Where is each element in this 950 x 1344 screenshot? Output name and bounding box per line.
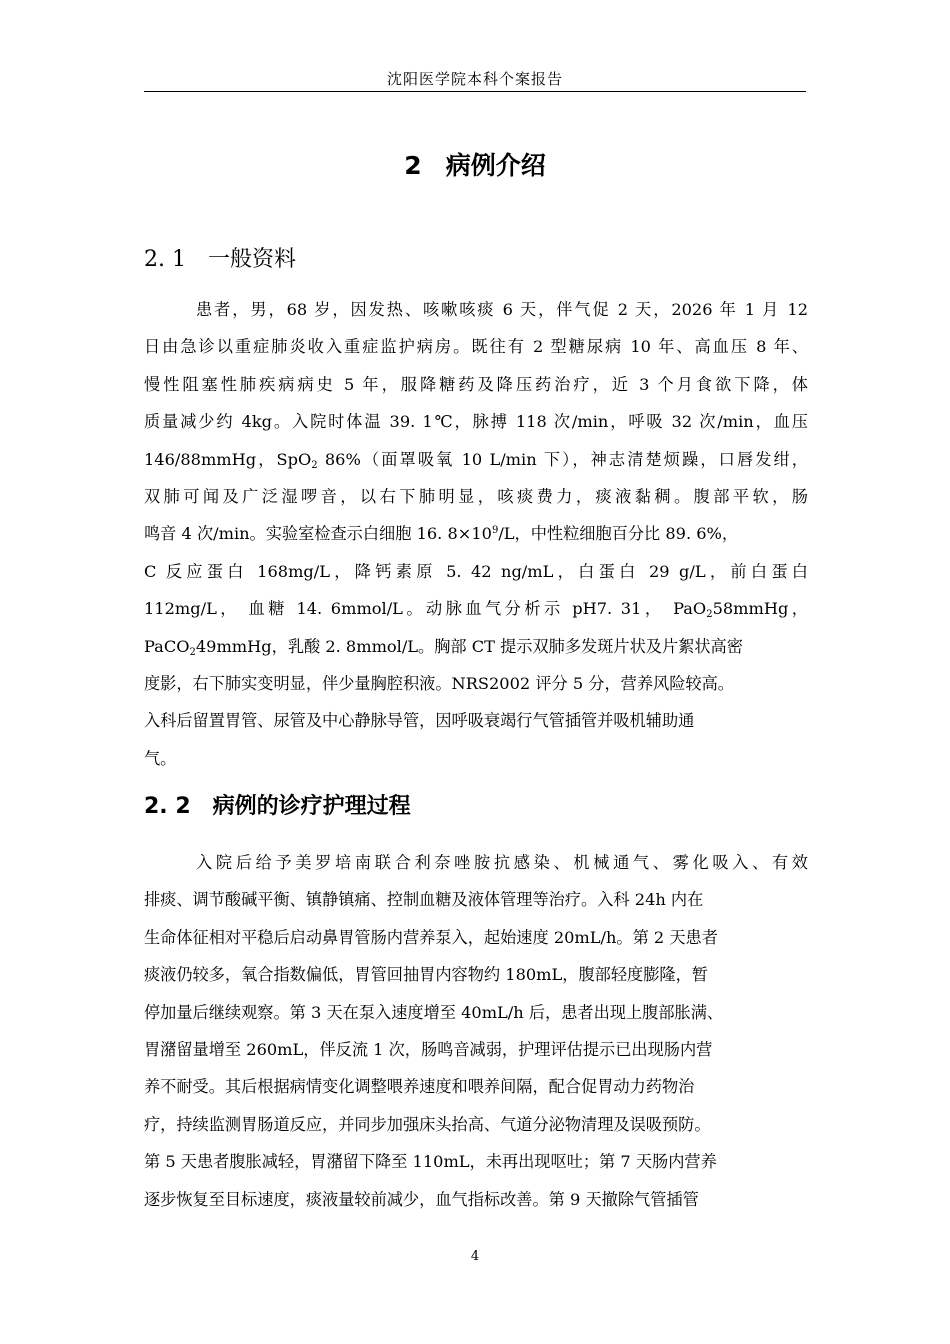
paragraph-line: C 反应蛋白 168mg/L，降钙素原 5. 42 ng/mL，白蛋白 29 g/L，前白蛋白 xyxy=(144,561,808,581)
section-heading-treatment-process xyxy=(144,791,411,823)
line-text: /L，中性粒细胞百分比 89. 6%， xyxy=(498,524,739,544)
section-heading-general-info xyxy=(144,244,296,276)
paragraph-line: 停加量后继续观察。第 3 天在泵入速度增至 40mL/h 后，患者出现上腹部胀满、 xyxy=(144,1002,724,1022)
superscript: 9 xyxy=(491,525,499,537)
paragraph-line xyxy=(144,441,808,478)
chapter-number: 2 xyxy=(404,151,422,180)
paragraph-line: 患者，男，68 岁，因发热、咳嗽咳痰 6 天，伴气促 2 天，2026 年 1 月 12 xyxy=(196,300,808,319)
subscript: 2 xyxy=(311,459,318,471)
subscript: 2 xyxy=(189,646,196,658)
subscript: 2 xyxy=(706,609,713,621)
section-title: 病例的诊疗护理过程 xyxy=(212,794,411,819)
paragraph-line xyxy=(144,628,808,665)
line-text: 鸣音 4 次/min。实验室检查示白细胞 16. 8×10 xyxy=(144,524,492,544)
paragraph-line: 入科后留置胃管、尿管及中心静脉导管，因呼吸衰竭行气管插管并吸机辅助通 xyxy=(144,711,695,731)
running-header: 沈阳医学院本科个案报告 xyxy=(386,70,563,88)
paragraph-line: 疗，持续监测胃肠道反应，并同步加强床头抬高、气道分泌物清理及误吸预防。 xyxy=(144,1114,711,1134)
paragraph-line: 生命体征相对平稳后启动鼻胃管肠内营养泵入，起始速度 20mL/h。第 2 天患者 xyxy=(144,927,718,947)
general-info-paragraph xyxy=(144,291,808,777)
paragraph-line: 排痰、调节酸碱平衡、镇静镇痛、控制血糖及液体管理等治疗。入科 24h 内在 xyxy=(144,890,704,910)
paragraph-line: 双肺可闻及广泛湿啰音，以右下肺明显，咳痰费力，痰液黏稠。腹部平软，肠 xyxy=(144,487,808,507)
chapter-title-text: 病例介绍 xyxy=(445,151,546,180)
line-text: 86%（面罩吸氧 10 L/min 下），神志清楚烦躁，口唇发绀， xyxy=(317,449,808,469)
paragraph-line xyxy=(144,515,808,552)
paragraph-line: 第 5 天患者腹胀减轻，胃潴留下降至 110mL，未再出现呕吐；第 7 天肠内营养 xyxy=(144,1152,717,1172)
paragraph-line: 度影，右下肺实变明显，伴少量胸腔积液。NRS2002 评分 5 分，营养风险较高。 xyxy=(144,674,734,694)
line-text: 146/88mmHg，SpO xyxy=(144,449,312,469)
chapter-title xyxy=(144,148,806,184)
paragraph-line: 痰液仍较多，氧合指数偏低，胃管回抽胃内容物约 180mL，腹部轻度膨隆，暂 xyxy=(144,965,708,985)
treatment-process-paragraph xyxy=(144,844,808,1218)
paragraph-line: 逐步恢复至目标速度，痰液量较前减少，血气指标改善。第 9 天撤除气管插管 xyxy=(144,1189,699,1209)
page-number: 4 xyxy=(470,1249,480,1264)
line-text: PaCO xyxy=(144,636,190,656)
paragraph-line: 胃潴留量增至 260mL，伴反流 1 次，肠鸣音减弱，护理评估提示已出现肠内营 xyxy=(144,1040,713,1060)
paragraph-line xyxy=(144,590,808,627)
header-rule xyxy=(144,91,806,92)
paragraph-line: 养不耐受。其后根据病情变化调整喂养速度和喂养间隔，配合促胃动力药物治 xyxy=(144,1077,695,1097)
line-text: 58mmHg， xyxy=(712,599,808,619)
paragraph-line: 慢性阻塞性肺疾病病史 5 年，服降糖药及降压药治疗，近 3 个月食欲下降，体 xyxy=(144,374,808,394)
line-text: 49mmHg，乳酸 2. 8mmol/L。胸部 CT 提示双肺多发斑片状及片絮状高密 xyxy=(195,636,743,656)
paragraph-line: 日由急诊以重症肺炎收入重症监护病房。既往有 2 型糖尿病 10 年、高血压 8 年、 xyxy=(144,337,808,357)
paragraph-line: 质量减少约 4kg。入院时体温 39. 1℃，脉搏 118 次/min，呼吸 32 次/min，血压 xyxy=(144,412,808,432)
paragraph-line: 入院后给予美罗培南联合利奈唑胺抗感染、机械通气、雾化吸入、有效 xyxy=(196,853,808,872)
paragraph-line: 气。 xyxy=(144,748,177,768)
section-title: 一般资料 xyxy=(207,247,296,272)
line-text: 112mg/L， 血糖 14. 6mmol/L。动脉血气分析示 pH7. 31， PaO xyxy=(144,599,707,619)
section-number: 2. 2 xyxy=(144,794,191,819)
section-number: 2. 1 xyxy=(144,247,186,272)
